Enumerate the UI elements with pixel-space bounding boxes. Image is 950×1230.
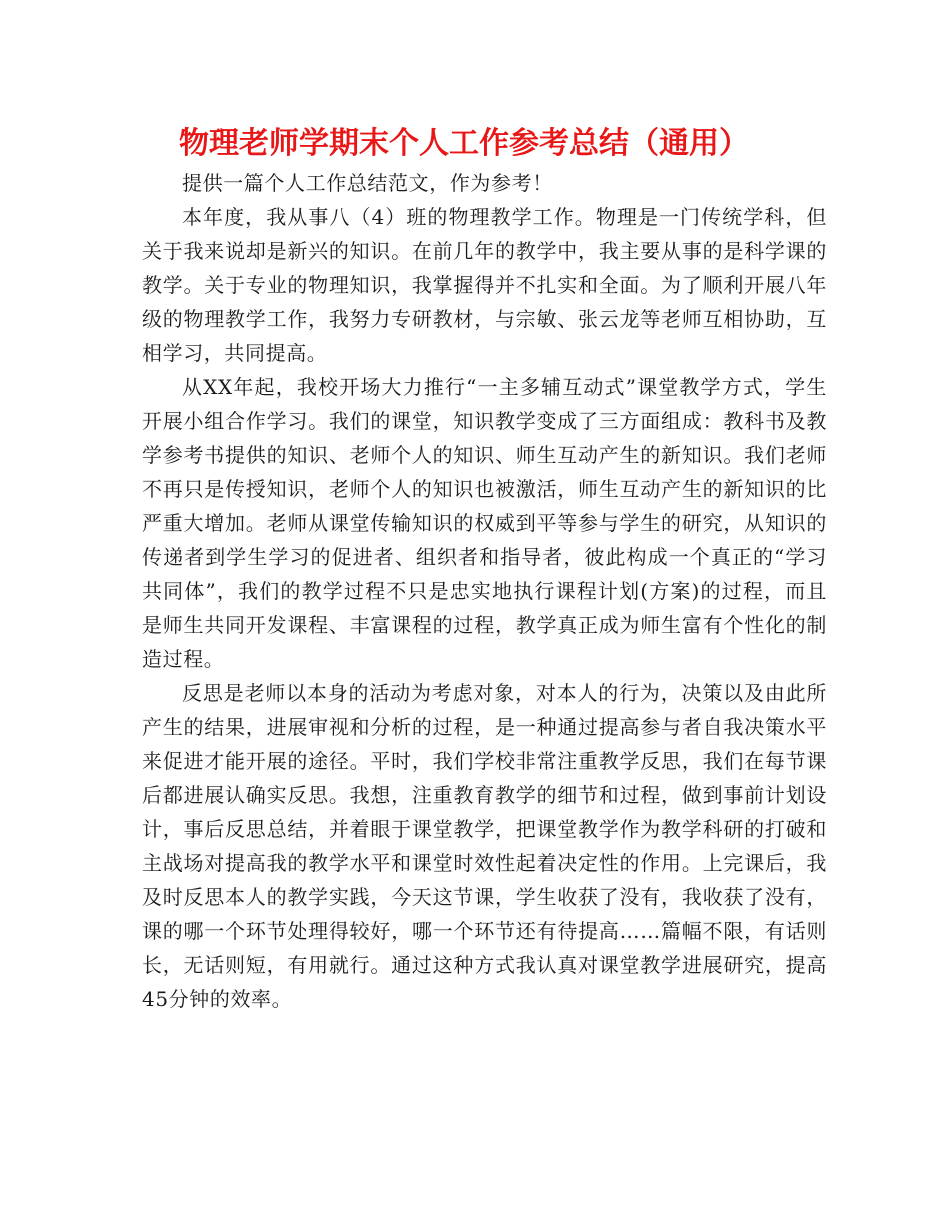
paragraph-3: 反思是老师以本身的活动为考虑对象，对本人的行为，决策以及由此所产生的结果，进展审视和分析的过程，是一种通过提高参与者自我决策水平来促进才能开展的途径。平时，我们学校非常注重教学反思，我们在每节课后都进展认确实反思。我想，注重教育教学的细节和过程，做到事前计划设计，事后反思总结，并着眼于课堂教学，把课堂教学作为教学科研的打破和主战场对提高我的教学水平和课堂时效性起着决定性的作用。上完课后，我及时反思本人的教学实践，今天这节课，学生收获了没有，我收获了没有，课的哪一个环节处理得较好，哪一个环节还有待提高……篇幅不限，有话则长，无话则短，有用就行。通过这种方式我认真对课堂教学进展研究，提高45分钟的效率。 bbox=[142, 681, 827, 1011]
paragraph-1: 本年度，我从事八（4）班的物理教学工作。物理是一门传统学科，但关于我来说却是新兴的知识。在前几年的教学中，我主要从事的是科学课的教学。关于专业的物理知识，我掌握得并不扎实和全面。为了顺利开展八年级的物理教学工作，我努力专研教材，与宗敏、张云龙等老师互相协助，互相学习，共同提高。 bbox=[142, 205, 827, 365]
document-title: 物理老师学期末个人工作参考总结（通用） bbox=[179, 126, 749, 161]
intro-paragraph: 提供一篇个人工作总结范文，作为参考！ bbox=[182, 171, 553, 195]
paragraph-2: 从XX年起，我校开场大力推行“一主多辅互动式”课堂教学方式，学生开展小组合作学习。我们的课堂，知识教学变成了三方面组成：教科书及教学参考书提供的知识、老师个人的知识、师生互动产生的新知识。我们老师不再只是传授知识，老师个人的知识也被激活，师生互动产生的新知识的比严重大增加。老师从课堂传输知识的权威到平等参与学生的研究，从知识的传递者到学生学习的促进者、组织者和指导者，彼此构成一个真正的“学习共同体”，我们的教学过程不只是忠实地执行课程计划(方案)的过程，而且是师生共同开发课程、丰富课程的过程，教学真正成为师生富有个性化的制造过程。 bbox=[142, 375, 827, 671]
document-body bbox=[142, 166, 827, 1016]
